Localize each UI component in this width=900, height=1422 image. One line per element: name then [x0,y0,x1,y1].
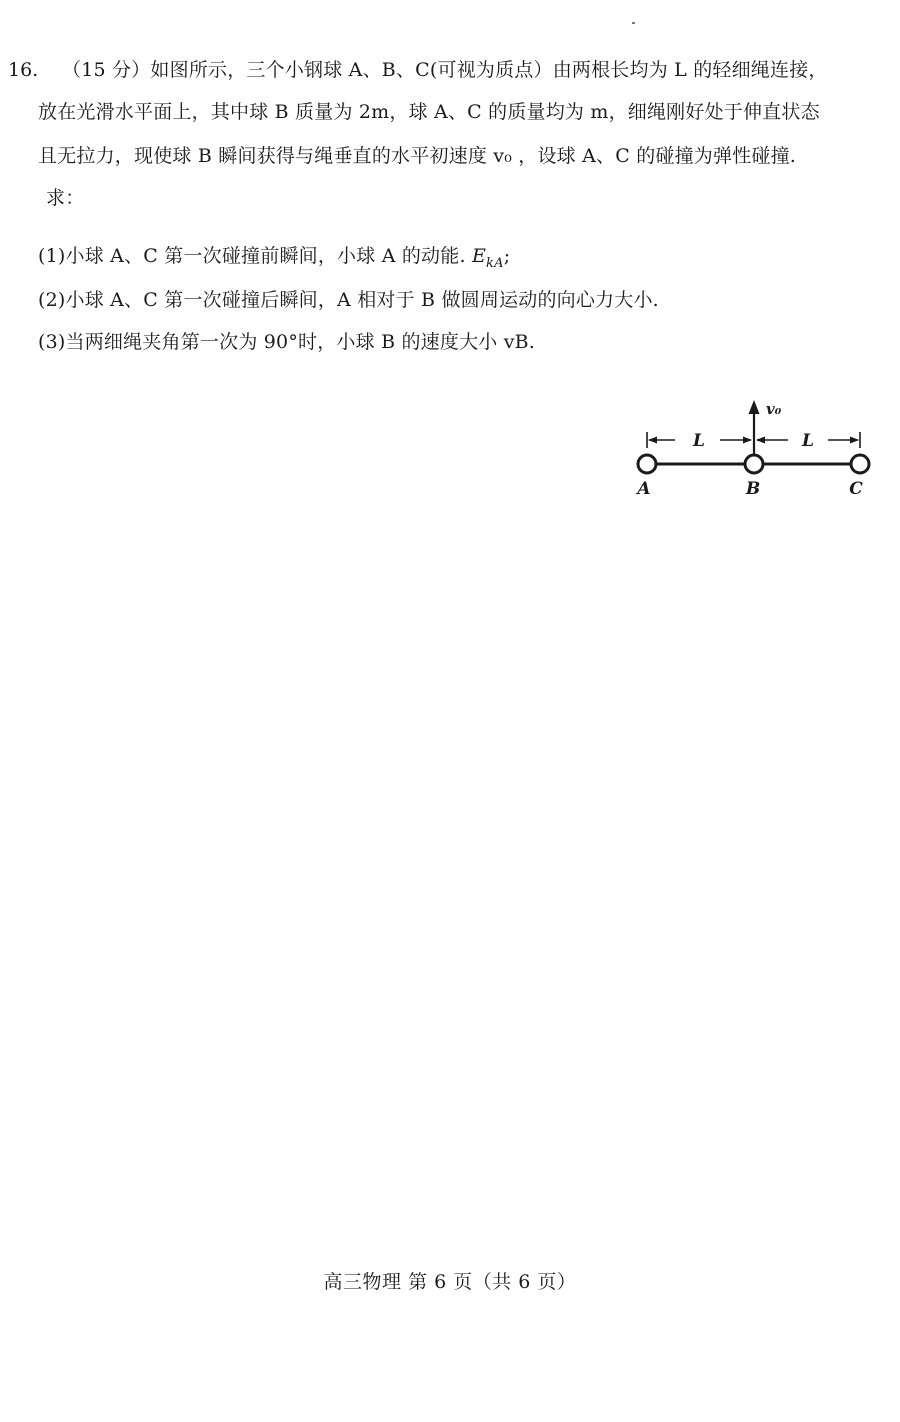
length-label-right: L [802,431,814,451]
sub-question-2: (2)小球 A、C 第一次碰撞后瞬间，A 相对于 B 做圆周运动的向心力大小. [38,289,659,311]
page-footer: 高三物理 第 6 页（共 6 页） [323,1271,577,1293]
kinetic-energy-subscript: kA [486,255,504,271]
length-label-left: L [693,431,705,451]
dim-left-arrow-a [648,437,657,444]
ball-label-a: A [637,479,651,499]
sub-question-3: (3)当两细绳夹角第一次为 90°时，小球 B 的速度大小 vB. [38,331,536,353]
dim-right-arrow-b [756,437,765,444]
ball-label-c: C [849,479,863,499]
velocity-arrow-head [749,400,760,414]
three-ball-diagram [620,390,890,510]
sub-question-1-trailing: ; [503,245,511,267]
ball-c [851,455,869,473]
question-number: 16. [8,59,39,81]
ball-a [638,455,656,473]
stem-line-3: 且无拉力，现使球 B 瞬间获得与绳垂直的水平初速度 v₀ ，设球 A、C 的碰撞为弹性碰撞. [38,145,797,167]
kinetic-energy-symbol [471,245,504,271]
velocity-label: v₀ [766,400,782,418]
three-ball-svg [620,390,890,510]
ball-b [745,455,763,473]
stem-line-1: （15 分）如图所示，三个小钢球 A、B、C(可视为质点）由两根长均为 L 的轻细绳连接， [62,59,828,81]
kinetic-energy-letter: E [471,245,487,267]
ball-label-b: B [745,479,761,499]
scan-speck [632,22,635,24]
dim-left-arrow-b [743,437,752,444]
sub-question-1 [38,244,510,276]
stem-line-4: 求： [46,187,85,209]
dim-right-arrow-c [850,437,859,444]
sub-question-1-text: (1)小球 A、C 第一次碰撞前瞬间，小球 A 的动能. [38,245,472,267]
stem-line-2: 放在光滑水平面上，其中球 B 质量为 2m，球 A、C 的质量均为 m，细绳刚好处于伸直状态 [38,101,820,123]
